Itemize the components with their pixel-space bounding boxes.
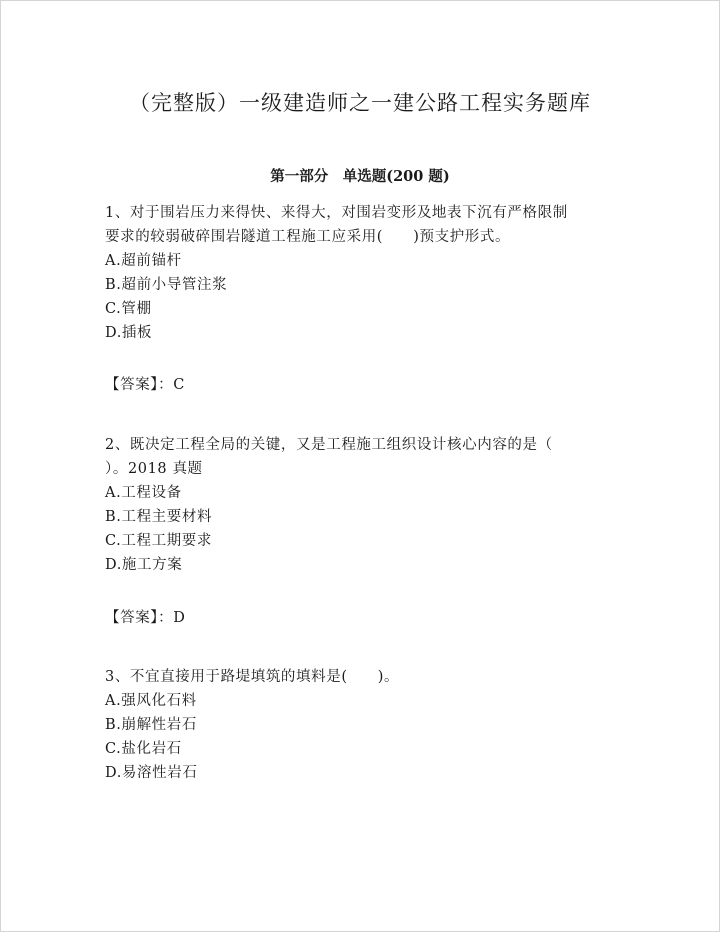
question-stem-line: 3、不宜直接用于路堤填筑的填料是( )。 — [105, 669, 400, 685]
document-title: （完整版）一级建造师之一建公路工程实务题库 — [129, 91, 591, 115]
option-a: A.超前锚杆 — [105, 253, 182, 269]
question-2 — [105, 433, 625, 577]
question-stem-line: 1、对于围岩压力来得快、来得大，对围岩变形及地表下沉有严格限制 — [105, 205, 568, 221]
option-c: C.盐化岩石 — [105, 741, 182, 757]
option-b: B.崩解性岩石 — [105, 717, 197, 733]
option-d: D.插板 — [105, 325, 153, 341]
option-b: B.工程主要材料 — [105, 509, 213, 525]
option-d: D.施工方案 — [105, 557, 183, 573]
question-stem-line: ）。2018 真题 — [105, 461, 203, 477]
option-a: A.工程设备 — [105, 485, 182, 501]
answer-1: 【答案】：C — [105, 377, 185, 393]
option-d: D.易溶性岩石 — [105, 765, 198, 781]
question-stem-line: 2、既决定工程全局的关键，又是工程施工组织设计核心内容的是（ — [105, 437, 553, 453]
section-heading: 第一部分 单选题(200 题) — [270, 168, 450, 185]
option-a: A.强风化石料 — [105, 693, 197, 709]
question-1 — [105, 201, 625, 345]
option-b: B.超前小导管注浆 — [105, 277, 228, 293]
answer-2: 【答案】：D — [105, 610, 186, 626]
question-stem-line: 要求的较弱破碎围岩隧道工程施工应采用( )预支护形式。 — [105, 229, 511, 245]
option-c: C.工程工期要求 — [105, 533, 212, 549]
question-3 — [105, 665, 625, 785]
option-c: C.管棚 — [105, 301, 152, 317]
